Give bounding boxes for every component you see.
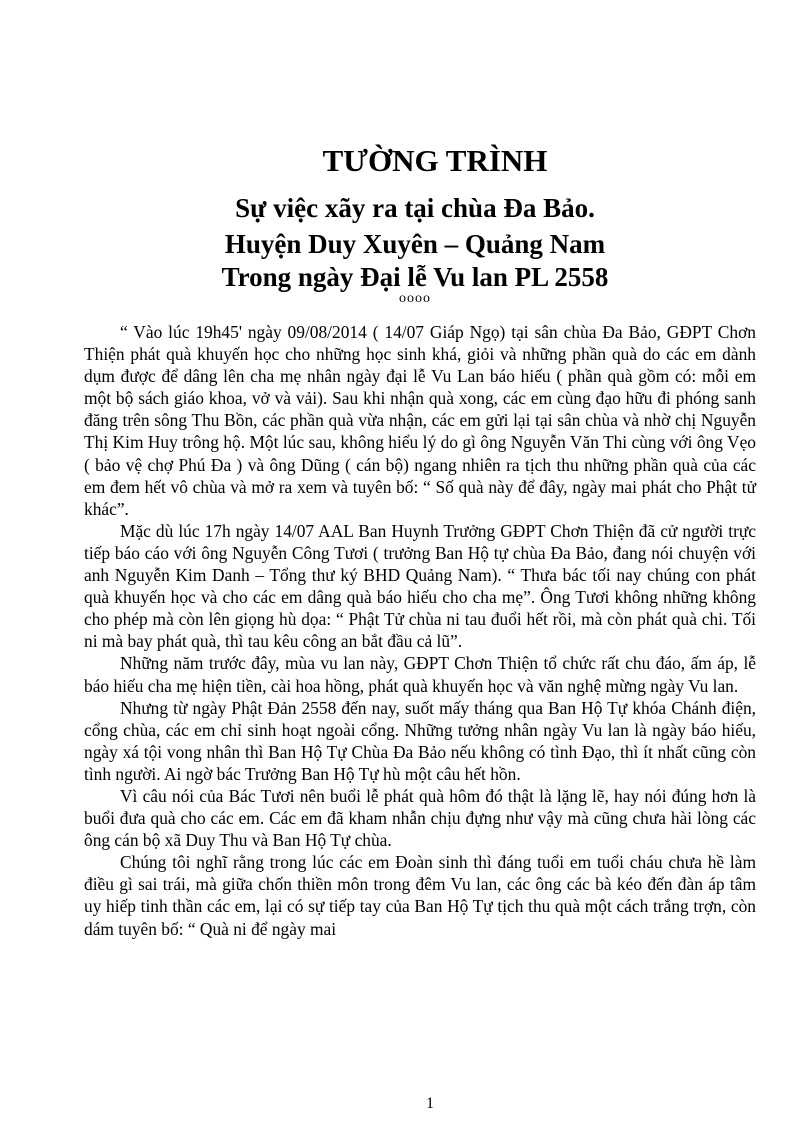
ornament-divider: oooo bbox=[399, 291, 431, 306]
paragraph: Vì câu nói của Bác Tươi nên buổi lễ phát quà hôm đó thật là lặng lẽ, hay nói đúng hơn là buổi đưa quà cho các em. Các em đã kham nhẫn chịu đựng như vậy mà cũng chưa hài lòng các ông cán bộ xã Duy Thu và Ban Hộ Tự chùa. bbox=[84, 785, 756, 851]
paragraph: Những năm trước đây, mùa vu lan này, GĐPT Chơn Thiện tổ chức rất chu đáo, ấm áp, lễ báo hiếu cha mẹ hiện tiền, cài hoa hồng, phát quà khuyến học và văn nghệ mừng ngày Vu lan. bbox=[84, 653, 756, 696]
subtitle-line-3: Trong ngày Đại lễ Vu lan PL 2558 bbox=[221, 262, 609, 292]
document-title: TƯỜNG TRÌNH bbox=[322, 143, 548, 178]
paragraph: “ Vào lúc 19h45' ngày 09/08/2014 ( 14/07 Giáp Ngọ) tại sân chùa Đa Bảo, GĐPT Chơn Thiện phát quà khuyến học cho những học sinh khá, giỏi và những phần quà do các em dành dụm được để dâng lên cha mẹ nhân ngày đại lễ Vu Lan báo hiếu ( phần quà gồm có: mỗi em một bộ sách giáo khoa, vở và vải). Sau khi nhận quà xong, các em cùng đạo hữu đi phóng sanh đăng trên sông Thu Bồn, các phần quà vừa nhận, các em gửi lại tại sân chùa và nhờ chị Nguyễn Thị Kim Huy trông hộ. Một lúc sau, không hiểu lý do gì ông Nguyễn Văn Thi cùng với ông Vẹo ( bảo vệ chợ Phú Đa ) và ông Dũng ( cán bộ) ngang nhiên ra tịch thu những phần quà của các em đem hết vô chùa và mở ra xem và tuyên bố: “ Số quà này để đây, ngày mai phát cho Phật tử khác”. bbox=[84, 322, 756, 519]
subtitle-line-2: Huyện Duy Xuyên – Quảng Nam bbox=[224, 229, 606, 259]
paragraph: Nhưng từ ngày Phật Đản 2558 đến nay, suốt mấy tháng qua Ban Hộ Tự khóa Chánh điện, cổng chùa, các em chỉ sinh hoạt ngoài cổng. Những tưởng nhân ngày Vu lan là ngày báo hiếu, ngày xá tội vong nhân thì Ban Hộ Tự Chùa Đa Bảo nếu không có tình Đạo, thì ít nhất cũng còn tình người. Ai ngờ bác Trưởng Ban Hộ Tự hù một câu hết hồn. bbox=[84, 697, 756, 784]
paragraph: Chúng tôi nghĩ rằng trong lúc các em Đoàn sinh thì đáng tuổi em tuổi cháu chưa hề làm điều gì sai trái, mà giữa chốn thiền môn trong đêm Vu lan, các ông các bà kéo đến đàn áp tâm uy hiếp tinh thần các em, lại có sự tiếp tay của Ban Hộ Tự tịch thu quà một cách trắng trợn, còn dám tuyên bố: “ Quà ni để ngày mai bbox=[84, 852, 756, 939]
subtitle-line-1: Sự việc xãy ra tại chùa Đa Bảo. bbox=[235, 193, 595, 223]
paragraph: Mặc dù lúc 17h ngày 14/07 AAL Ban Huynh Trưởng GĐPT Chơn Thiện đã cử người trực tiếp báo cáo với ông Nguyễn Công Tươi ( trưởng Ban Hộ tự chùa Đa Bảo, đang nói chuyện với anh Nguyễn Kim Danh – Tổng thư ký BHD Quảng Nam). “ Thưa bác tối nay chúng con phát quà khuyến học và cho các em dâng quà báo hiếu cho cha mẹ”. Ông Tươi không những không cho phép mà còn lên giọng hù dọa: “ Phật Tử chùa ni tau đuổi hết rồi, mà còn phát quà chi. Tối ni mà bay phát quà, thì tau kêu công an bắt đầu cả lũ”. bbox=[84, 520, 756, 652]
document-body bbox=[84, 321, 756, 940]
page-number: 1 bbox=[426, 1095, 434, 1112]
